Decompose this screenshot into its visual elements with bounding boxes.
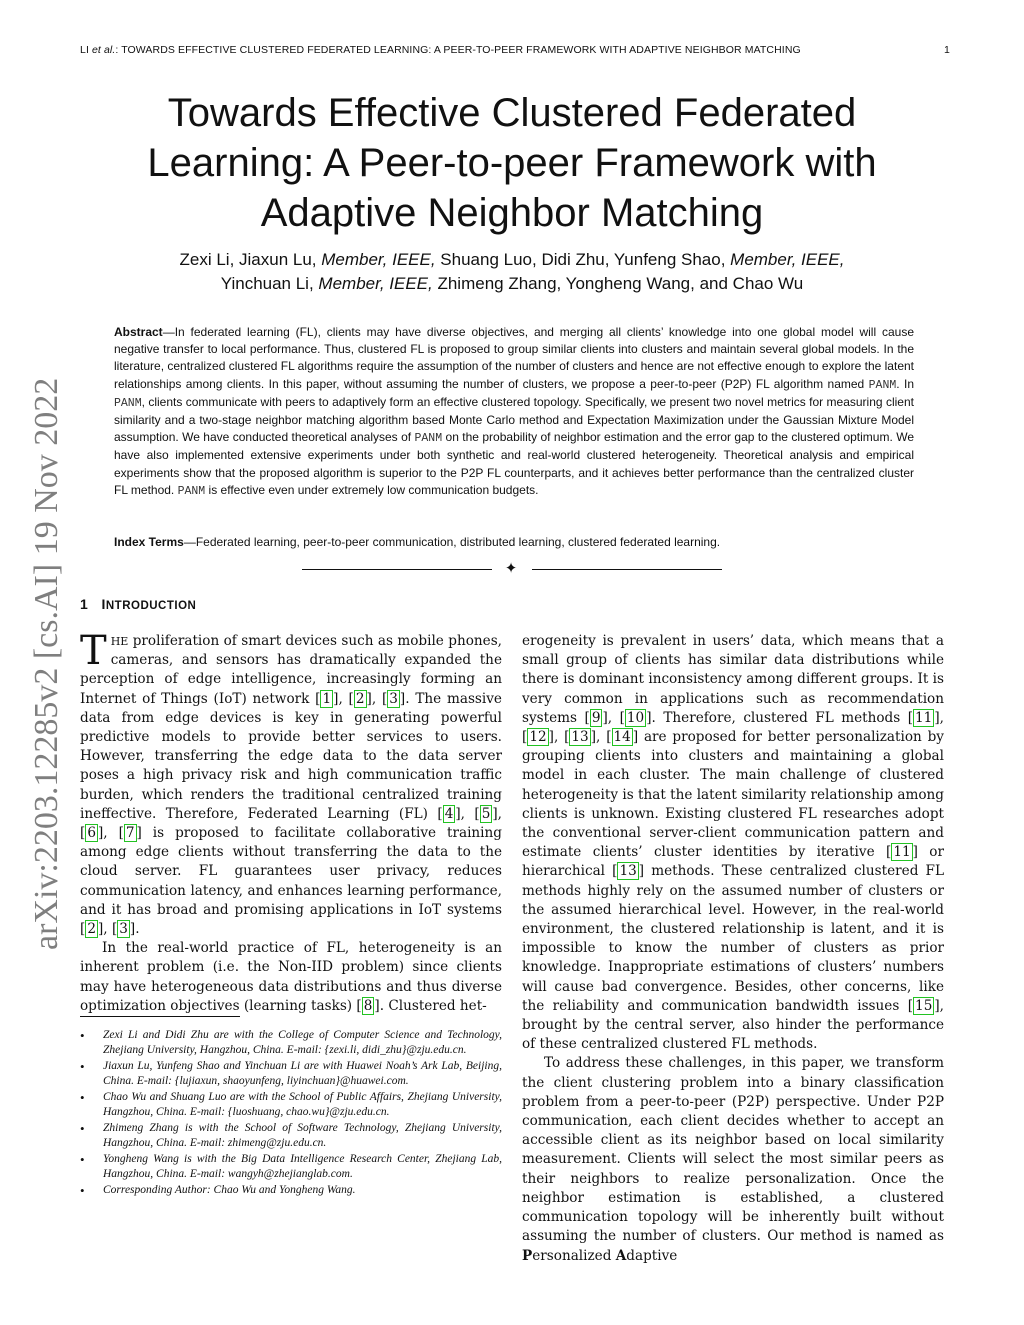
algorithm-name: PANM xyxy=(868,378,897,392)
footnote-item: • Corresponding Author: Chao Wu and Yongheng Wang. xyxy=(80,1183,502,1198)
paragraph xyxy=(522,1054,944,1265)
citation-link[interactable]: 9 xyxy=(591,709,601,726)
paragraph: In the real-world practice of FL, heterogeneity is an inherent problem (i.e. the Non-IID problem) since clients may have heterogeneous data distributions and thus diverse optimization objectives (learning tasks) [ 8 ]. Clustered het- xyxy=(80,940,502,1014)
arxiv-identifier: arXiv:2203.12285v2 [cs.AI] 19 Nov 2022 xyxy=(28,377,65,950)
section-title-rest: NTRODUCTION xyxy=(105,600,197,612)
running-head-prefix: LI xyxy=(80,44,92,56)
running-head xyxy=(80,44,950,56)
separator: , xyxy=(103,921,112,938)
small-caps-text: HE xyxy=(110,635,129,648)
separator: . xyxy=(135,921,140,938)
author-line xyxy=(80,248,944,272)
abstract-text: , clients communicate with peers to adaptively form an effective clustered topology. Specifically, we present two novel metrics for measuring client similarity and a two-stage neighbor matching algorithm based Monte Carlo method and Expectation Maximization under the Gaussian Mixture Model assumption. We have conducted theoretical analyses of xyxy=(114,394,914,445)
citation-link[interactable]: 11 xyxy=(915,709,933,726)
section-number: 1 xyxy=(80,596,89,612)
footnote-item: • Yongheng Wang is with the Big Data Intelligence Research Center, Zhejiang Lab, Hangzhou, China. E-mail: wangyh@zhejianglab.com. xyxy=(80,1152,502,1182)
paper-title xyxy=(100,88,924,238)
footnote-rule xyxy=(80,1016,240,1017)
citation-link[interactable]: 2 xyxy=(87,921,96,938)
author-names: Zexi Li, Jiaxun Lu, xyxy=(179,250,322,269)
citation-link[interactable]: 4 xyxy=(444,805,454,822)
running-head-etal: et al. xyxy=(91,44,116,56)
abstract-text: . In xyxy=(896,376,914,391)
citation-link[interactable]: 3 xyxy=(389,690,398,707)
citation-link[interactable]: 12 xyxy=(529,729,547,746)
abstract-text: is effective even under extremely low communication budgets. xyxy=(205,482,539,497)
body-text: are proposed for better personalization by grouping clients into clusters and maintaining a global model in each cluster. The main challenge of clustered heterogeneity is that the latent similarity relationship among clients is unknown. Existing clustered FL researches adopt the conventional server-client communication pattern and estimate clients’ cluster identities by iterative xyxy=(522,729,944,861)
citation-link[interactable]: 2 xyxy=(355,690,365,707)
divider-ornament-icon: ✦ xyxy=(504,561,518,577)
citation-link[interactable]: 11 xyxy=(893,844,911,861)
section-divider xyxy=(302,561,722,577)
right-column xyxy=(522,632,944,1266)
index-terms xyxy=(114,534,914,551)
acronym-letter: A xyxy=(615,1247,627,1264)
body-text: . Therefore, clustered FL methods xyxy=(651,709,908,726)
author-list xyxy=(80,248,944,296)
algorithm-name: PANM xyxy=(414,432,443,446)
author-names: Zhimeng Zhang, Yongheng Wang, and Chao Wu xyxy=(432,274,804,293)
body-text: ersonalized xyxy=(532,1247,616,1264)
section-heading xyxy=(80,596,196,612)
paragraph: erogeneity is prevalent in users’ data, which means that a small group of clients has similar data distributions while there is dominant inconsistency among different groups. It is very common in applications such as recommendation systems [ 9 ], [ 10 ]. Therefore, clustered FL methods [ 11 ], [ 12 ], [ 13 ], [ 14 ] are proposed for better personalization by grouping clients into clusters and maintaining a global model in each cluster. The main challenge of clustered heterogeneity is that the latent similarity relationship among clients is unknown. Existing clustered FL researches adopt the conventional server-client communication pattern and estimate clients’ cluster identities by iterative [ 11 ] or hierarchical [ 13 ] methods. These centralized clustered FL methods highly rely on the assumed number of clusters or the assumed hierarchical level. However, in the real-world environment, the clustered relationship is latent, and it is impossible to know the number of clusters as prior knowledge. Inappropriate estimations of clusters’ numbers will cause bad convergence. Besides, other concerns, like the reliability and communication bandwidth issues [ 15 ], brought by the central server, also hinder the performance of these centralized clustered FL methods. xyxy=(522,633,944,1053)
separator: , xyxy=(460,805,475,822)
footnote-list xyxy=(80,1028,502,1199)
body-text: , brought by the central server, also hinder the performance of these centralized clustered FL methods. xyxy=(522,997,944,1053)
author-affiliation-note: Member, IEEE, xyxy=(321,250,436,269)
body-text: methods. These centralized clustered FL methods highly rely on the assumed number of clusters or the assumed hierarchical level. However, in the real-world environment, the clustered relationship is latent, and it is impossible to know the number of clusters as prior knowledge. Inappropriate estimations of clusters’ numbers will cause bad convergence. Besides, other concerns, like the reliability and communication bandwidth issues xyxy=(522,863,944,1014)
citation-link[interactable]: 1 xyxy=(322,690,332,707)
body-text: To address these challenges, in this paper, we transform the client clustering problem into a binary classification problem from a peer-to-peer (P2P) perspective. Under P2P communication, each client decides whether to accept an accessible client as its neighbor based on local similarity measurement. Clients will select the most similar peers as their neighbors to realize personalization. Once the neighbor estimation is established, a clustered communication topology will be inherently built without assuming the number of clusters. Our method is named as xyxy=(522,1055,944,1245)
citation-link[interactable]: 6 xyxy=(87,825,96,842)
separator: , xyxy=(497,805,502,822)
algorithm-name: PANM xyxy=(177,484,206,498)
citation-link[interactable]: 8 xyxy=(363,997,373,1014)
separator: , xyxy=(939,709,944,726)
separator: , xyxy=(596,729,607,746)
citation-link[interactable]: 7 xyxy=(125,825,135,842)
abstract-text: —In federated learning (FL), clients may have diverse objectives, and merging all clients’ knowledge into one global model will cause negative transfer to local performance. Thus, clustered FL is proposed to group similar clients into clusters and maintain several global models. In the literature, centralized clustered FL algorithms require the assumption of the number of clusters and hence are not effective enough to explore the latent relationships among clients. In this paper, without assuming the number of clusters, we propose a peer-to-peer (P2P) FL algorithm named xyxy=(114,325,914,391)
footnote-item: • Chao Wu and Shuang Luo are with the School of Public Affairs, Zhejiang University, Hangzhou, China. E-mail: {luoshuang, chao.wu}@zju.edu.cn. xyxy=(80,1090,502,1120)
divider-line xyxy=(532,569,722,570)
author-affiliation-note: Member, IEEE, xyxy=(730,250,845,269)
separator: , xyxy=(338,690,349,707)
footnote-item: • Zexi Li and Didi Zhu are with the College of Computer Science and Technology, Zhejiang University, Hangzhou, China. E-mail: {zexi.li, didi_zhu}@zju.edu.cn. xyxy=(80,1028,502,1058)
index-terms-label: Index Terms xyxy=(114,535,184,549)
author-affiliation-note: Member, IEEE, xyxy=(318,274,433,293)
index-terms-text: —Federated learning, peer-to-peer communication, distributed learning, clustered federated learning. xyxy=(183,535,721,549)
citation-link[interactable]: 10 xyxy=(626,709,645,726)
body-text: In the real-world practice of FL, heterogeneity is an inherent problem (i.e. the Non-IID problem) since clients may have heterogeneous data distributions and thus diverse optimization objectives (learning tasks) xyxy=(80,940,502,1014)
title-line: Towards Effective Clustered Federated xyxy=(167,91,857,135)
body-text: . Clustered het- xyxy=(379,997,487,1014)
left-column xyxy=(80,628,502,1016)
citation-link[interactable]: 5 xyxy=(481,805,491,822)
body-text: or hierarchical xyxy=(522,844,944,880)
separator: , xyxy=(607,709,620,726)
abstract xyxy=(114,324,914,500)
citation-link[interactable]: 14 xyxy=(613,729,631,746)
title-line: Learning: A Peer-to-peer Framework with xyxy=(147,141,877,185)
body-text: proliferation of smart devices such as mobile phones, cameras, and sensors has dramatically expanded the perception of edge intelligence, increasingly forming an Internet of Things (IoT) network xyxy=(80,633,502,707)
separator: , xyxy=(371,690,382,707)
body-text: is proposed to facilitate collaborative training among edge clients without transferring the data to the cloud server. FL guarantees user privacy, reduces communication latency, and enhances learning performance, and it has broad and promising applications in IoT systems xyxy=(80,825,502,918)
algorithm-name: PANM xyxy=(114,396,142,410)
acronym-letter: P xyxy=(522,1247,533,1264)
footnote-item: • Jiaxun Lu, Yunfeng Shao and Yinchuan Li are with Huawei Noah’s Ark Lab, Beijing, China. E-mail: {lujiaxun, shaoyunfeng, liyinchuan}@huawei.com. xyxy=(80,1059,502,1089)
citation-link[interactable]: 13 xyxy=(619,863,637,880)
author-names: Yinchuan Li, xyxy=(220,274,319,293)
paragraph: THE proliferation of smart devices such as mobile phones, cameras, and sensors has dramatically expanded the perception of edge intelligence, increasingly forming an Internet of Things (IoT) network [ 1 ], [ 2 ], [ 3 ]. The massive data from edge devices is key in generating powerful predictive models to provide better services to users. However, transferring the edge data to the data server poses a high privacy risk and high communication traffic burden, which renders the traditional centralized training ineffective. Therefore, Federated Learning (FL) [ 4 ], [ 5 ], [ 6 ], [ 7 ] is proposed to facilitate collaborative training among edge clients without transferring the data to the cloud server. FL guarantees user privacy, reduces communication latency, and enhances learning performance, and it has broad and promising applications in IoT systems [ 2 ], [ 3 ]. xyxy=(80,628,502,938)
body-text: erogeneity is prevalent in users’ data, which means that a small group of clients has similar data distributions while there is dominant inconsistency among different groups. It is very common in applications such as recommendation systems xyxy=(522,633,944,726)
separator: , xyxy=(103,825,119,842)
section-title-initial: I xyxy=(101,596,106,612)
title-line: Adaptive Neighbor Matching xyxy=(260,191,764,235)
divider-line xyxy=(302,569,492,570)
author-names: Shuang Luo, Didi Zhu, Yunfeng Shao, xyxy=(435,250,731,269)
citation-link[interactable]: 15 xyxy=(915,997,933,1014)
separator: , xyxy=(553,729,565,746)
abstract-label: Abstract xyxy=(114,325,163,339)
abstract-text: on the probability of neighbor estimation and the error gap to the clustered optimum. We have also implemented extensive experiments under both synthetic and real-world clustered heterogeneity. Theoretical analysis and empirical experiments show that the proposed algorithm is superior to the P2P FL counterparts, and it achieves better performance than the centralized cluster FL method. xyxy=(114,430,914,497)
citation-link[interactable]: 3 xyxy=(119,921,128,938)
drop-cap: T xyxy=(80,628,107,674)
body-text: daptive xyxy=(626,1247,678,1264)
body-text: . The massive data from edge devices is key in generating powerful predictive models to provide better services to users. However, transferring the edge data to the data server poses a high privacy risk and high communication traffic burden, which renders the traditional centralized training ineffective. Therefore, Federated Learning (FL) xyxy=(80,690,502,822)
footnote-item: • Zhimeng Zhang is with the School of Software Technology, Zhejiang University, Hangzhou, China. E-mail: zhimeng@zju.edu.cn. xyxy=(80,1121,502,1151)
author-line xyxy=(80,272,944,296)
page-number: 1 xyxy=(944,44,950,56)
running-head-text: : TOWARDS EFFECTIVE CLUSTERED FEDERATED LEARNING: A PEER-TO-PEER FRAMEWORK WITH ADAPTIVE NEIGHBOR MATCHING xyxy=(115,44,801,56)
citation-link[interactable]: 13 xyxy=(571,729,589,746)
